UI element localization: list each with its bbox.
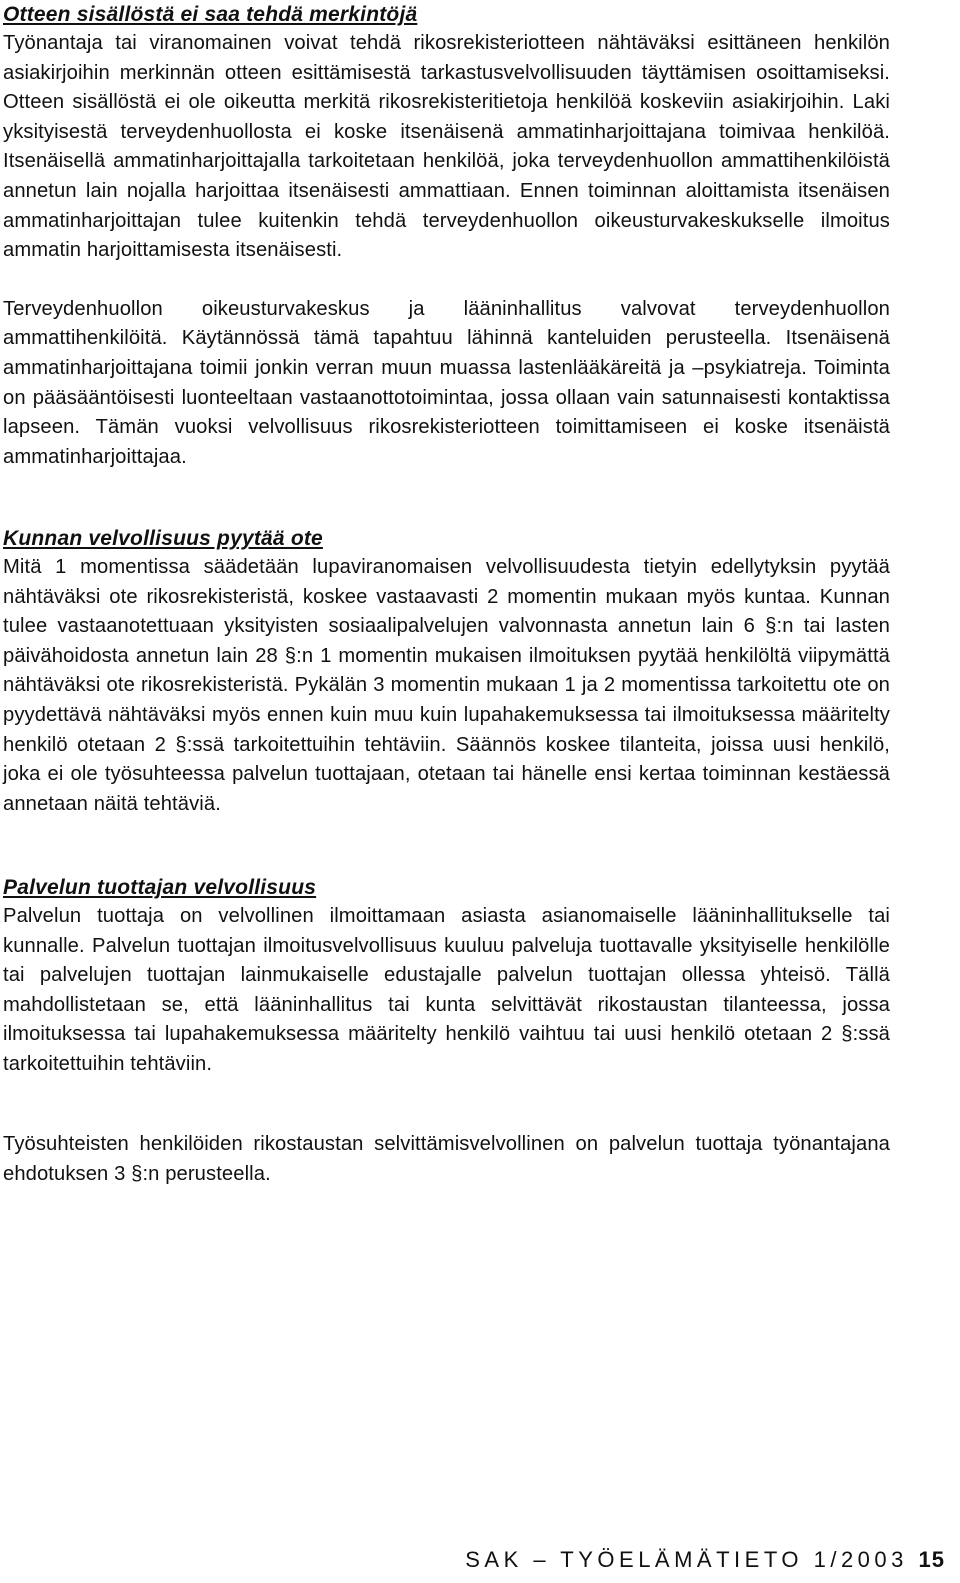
paragraph: Työsuhteisten henkilöiden rikostaustan selvittämisvelvollinen on palvelun tuottaja työnantajana ehdotuksen 3 §:n perusteella.	[3, 1133, 890, 1185]
section-closing-paragraph	[3, 1130, 890, 1189]
page-number: 15	[918, 1547, 945, 1572]
section-heading: Kunnan velvollisuus pyytää ote	[3, 527, 323, 550]
section-otteen-sisallosta	[3, 0, 890, 472]
paragraph-spacer	[3, 266, 890, 295]
section-palvelun-tuottajan-velvollisuus	[3, 873, 890, 1080]
paragraph: Mitä 1 momentissa säädetään lupaviranomaisen velvollisuudesta tietyin edellytyksin pyytää nähtäväksi ote rikosrekisteristä, koskee vastaavasti 2 momentin mukaan myös kuntaa. Kunnan tulee vastaanotettuaan yksityisten sosiaalipalvelujen valvonnasta annetun lain 6 §:n tai lasten päivähoidosta annetun lain 28 §:n 1 momentin mukaisen ilmoituksen pyytää henkilöltä viipymättä nähtäväksi ote rikosrekisteristä. Pykälän 3 momentin mukaan 1 ja 2 momentissa tarkoitettu ote on pyydettävä nähtäväksi myös ennen kuin muu kuin lupahakemuksessa tai ilmoituksessa määritelty henkilö otetaan 2 §:ssä tarkoitettuihin tehtäviin. Säännös koskee tilanteita, joissa uusi henkilö, joka ei ole työsuhteessa palvelun tuottajaan, otetaan tai hänelle ensi kertaa toiminnan kestäessä annetaan näitä tehtäviä.	[3, 556, 890, 815]
paragraph: Terveydenhuollon oikeusturvakeskus ja lääninhallitus valvovat terveydenhuollon ammattihenkilöitä. Käytännössä tämä tapahtuu lähinnä kanteluiden perusteella. Itsenäisenä ammatinharjoittajana toimii jonkin verran muun muassa lastenlääkäreitä ja –psykiatreja. Toiminta on pääsääntöisesti luonteeltaan vastaanottotoimintaa, jossa ollaan vain satunnaisesti kontaktissa lapseen. Tämän vuoksi velvollisuus rikosrekisteriotteen toimittamiseen ei koske itsenäistä ammatinharjoittajaa.	[3, 297, 890, 468]
paragraph: Palvelun tuottaja on velvollinen ilmoittamaan asiasta asianomaiselle lääninhallitukselle tai kunnalle. Palvelun tuottajan ilmoitusvelvollisuus kuuluu palveluja tuottavalle yksityiselle henkilölle tai palvelujen tuottajan lainmukaiselle edustajalle palvelun tuottajan ollessa yhteisö. Tällä mahdollistetaan se, että lääninhallitus tai kunta selvittävät rikostaustan tilanteessa, jossa ilmoituksessa tai lupahakemuksessa määritelty henkilö vaihtuu tai uusi henkilö otetaan 2 §:ssä tarkoitettuihin tehtäviin.	[3, 905, 890, 1075]
section-kunnan-velvollisuus	[3, 524, 890, 819]
section-heading: Otteen sisällöstä ei saa tehdä merkintöjä	[3, 3, 418, 26]
footer-publication: SAK – TYÖELÄMÄTIETO 1/2003	[465, 1547, 908, 1572]
page-footer	[465, 1547, 945, 1573]
paragraph: Työnantaja tai viranomainen voivat tehdä rikosrekisteriotteen nähtäväksi esittäneen henkilön asiakirjoihin merkinnän otteen esittämisestä tarkastusvelvollisuuden täyttämisen osoittamiseksi. Otteen sisällöstä ei ole oikeutta merkitä rikosrekisteritietoja henkilöä koskeviin asiakirjoihin. Laki yksityisestä terveydenhuollosta ei koske itsenäisenä ammatinharjoittajana toimivaa henkilöä. Itsenäisellä ammatinharjoittajalla tarkoitetaan henkilöä, joka terveydenhuollon ammattihenkilöistä annetun lain nojalla harjoittaa itsenäisesti ammattiaan. Ennen toiminnan aloittamista itsenäisen ammatinharjoittajan tulee kuitenkin tehdä terveydenhuollon oikeusturvakeskukselle ilmoitus ammatin harjoittamisesta itsenäisesti.	[3, 32, 890, 262]
section-heading: Palvelun tuottajan velvollisuus	[3, 876, 317, 899]
